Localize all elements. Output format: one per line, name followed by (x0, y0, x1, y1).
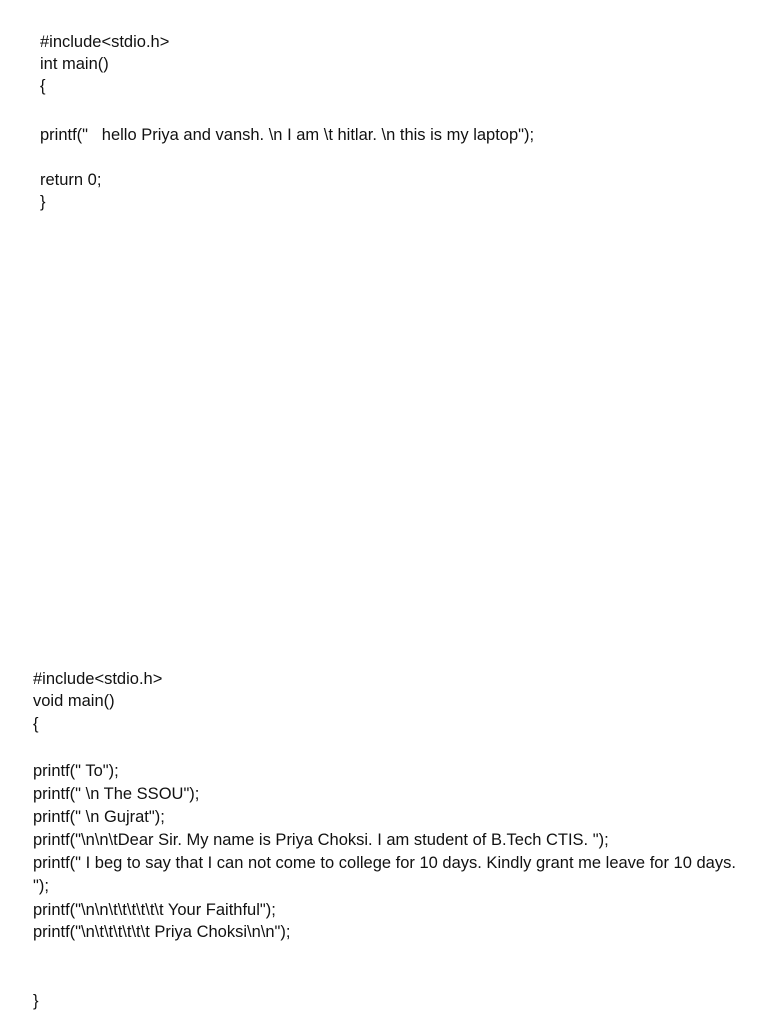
code-line: void main() (33, 692, 115, 710)
code-line: } (40, 193, 46, 211)
code-line: printf(" hello Priya and vansh. \n I am \t hitlar. \n this is my laptop"); (40, 126, 535, 144)
code-line: printf(" \n Gujrat"); (33, 808, 165, 826)
code-line: int main() (40, 55, 109, 73)
code-line: printf(" \n The SSOU"); (33, 785, 200, 803)
code-line: } (33, 992, 39, 1010)
code-line: { (40, 77, 46, 95)
code-line: return 0; (40, 171, 102, 189)
code-line: #include<stdio.h> (33, 670, 163, 688)
code-line: #include<stdio.h> (40, 33, 170, 51)
code-line: printf("\n\t\t\t\t\t\t Priya Choksi\n\n"); (33, 923, 291, 941)
code-line-wrapped: printf(" I beg to say that I can not come to college for 10 days. Kindly grant me leave for 10 days. "); (33, 854, 741, 895)
code-line: printf("\n\n\tDear Sir. My name is Priya Choksi. I am student of B.Tech CTIS. "); (33, 831, 609, 849)
code-line: printf("\n\n\t\t\t\t\t\t Your Faithful"); (33, 901, 276, 919)
code-line: { (33, 715, 39, 733)
code-line: printf(" To"); (33, 762, 119, 780)
